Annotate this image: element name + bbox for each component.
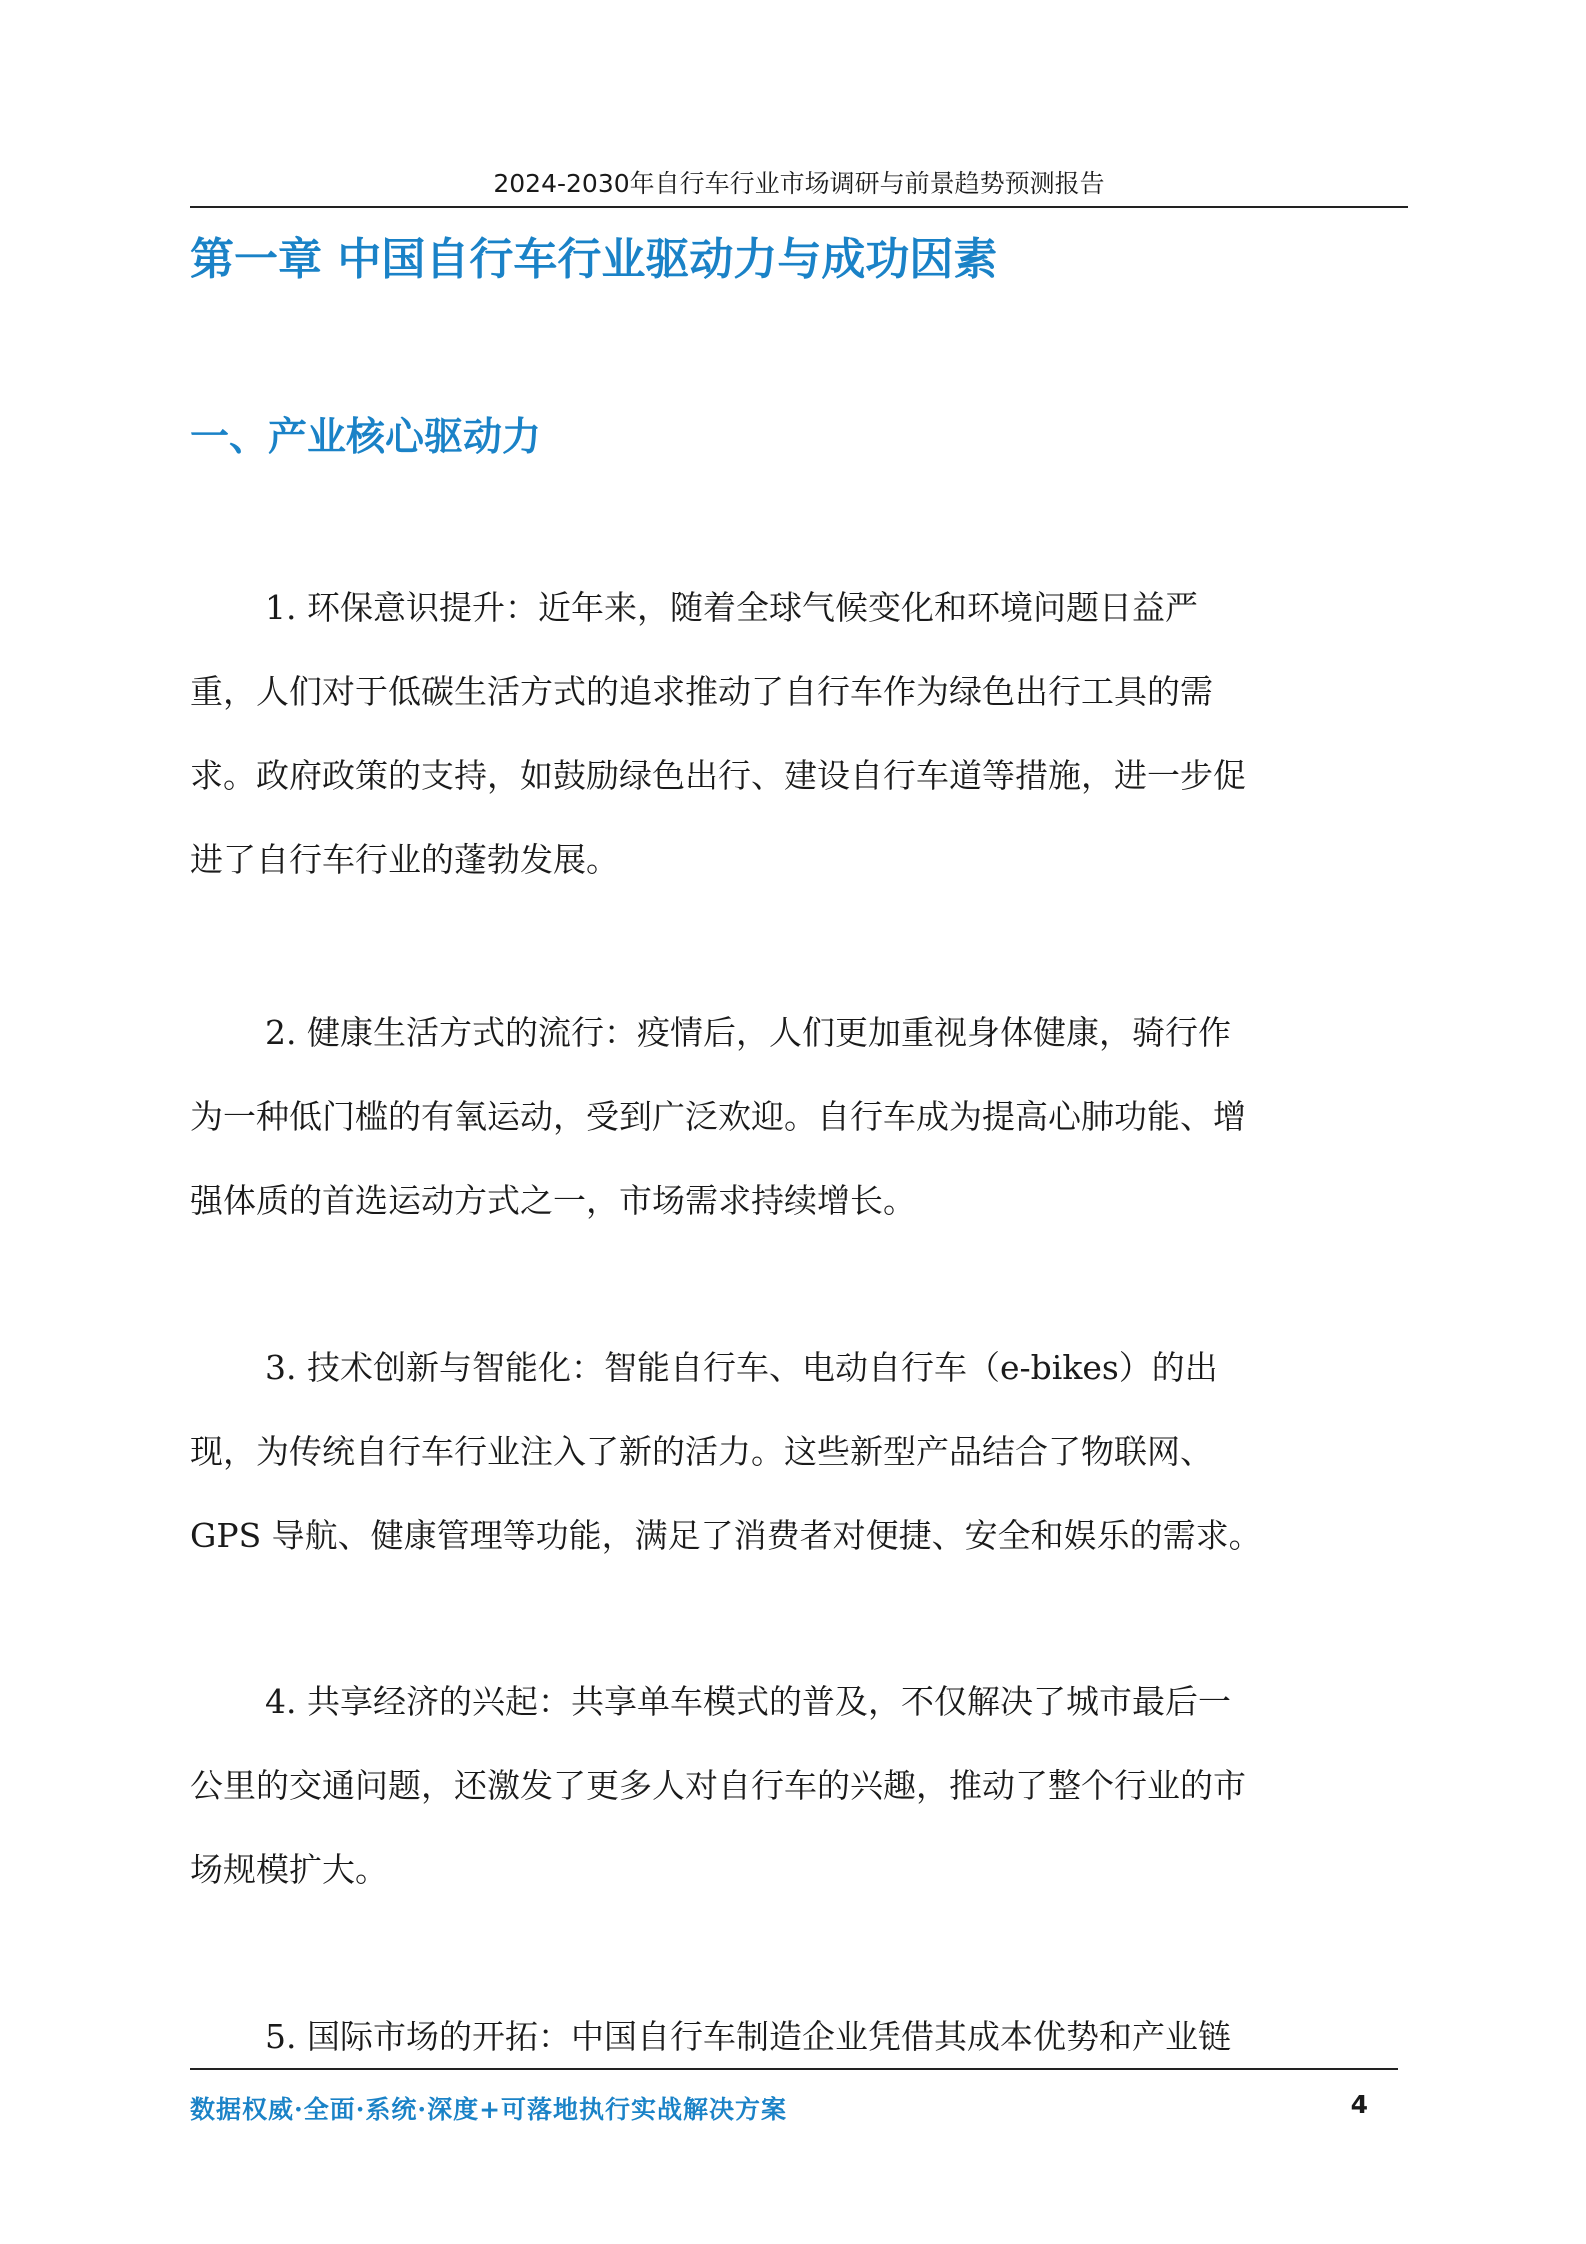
paragraph-line: GPS 导航、健康管理等功能，满足了消费者对便捷、安全和娱乐的需求。	[190, 1516, 1262, 1555]
paragraph-line: 现，为传统自行车行业注入了新的活力。这些新型产品结合了物联网、	[190, 1432, 1213, 1471]
paragraph-5	[190, 1995, 1400, 2079]
header-divider	[190, 206, 1408, 208]
paragraph-line: 公里的交通问题，还激发了更多人对自行车的兴趣，推动了整个行业的市	[190, 1766, 1246, 1805]
paragraph-line: 1. 环保意识提升：近年来，随着全球气候变化和环境问题日益严	[265, 588, 1198, 627]
paragraph-3	[190, 1326, 1400, 1578]
paragraph-4	[190, 1660, 1400, 1912]
section-title: 一、产业核心驱动力	[190, 415, 542, 460]
paragraph-1	[190, 566, 1400, 902]
paragraph-line: 3. 技术创新与智能化：智能自行车、电动自行车（e-bikes）的出	[265, 1348, 1218, 1387]
paragraph-line: 2. 健康生活方式的流行：疫情后，人们更加重视身体健康，骑行作	[265, 1013, 1231, 1052]
paragraph-line: 进了自行车行业的蓬勃发展。	[190, 840, 619, 879]
paragraph-line: 5. 国际市场的开拓：中国自行车制造企业凭借其成本优势和产业链	[265, 2017, 1231, 2056]
footer-slogan: 数据权威·全面·系统·深度+可落地执行实战解决方案	[190, 2095, 788, 2124]
running-header: 2024-2030年自行车行业市场调研与前景趋势预测报告	[493, 169, 1105, 198]
paragraph-line: 为一种低门槛的有氧运动，受到广泛欢迎。自行车成为提高心肺功能、增	[190, 1097, 1246, 1136]
chapter-title: 第一章 中国自行车行业驱动力与成功因素	[190, 234, 998, 285]
paragraph-line: 重，人们对于低碳生活方式的追求推动了自行车作为绿色出行工具的需	[190, 672, 1213, 711]
paragraph-line: 求。政府政策的支持，如鼓励绿色出行、建设自行车道等措施，进一步促	[190, 756, 1246, 795]
paragraph-line: 场规模扩大。	[190, 1850, 388, 1889]
paragraph-line: 4. 共享经济的兴起：共享单车模式的普及，不仅解决了城市最后一	[265, 1682, 1231, 1721]
footer-divider	[190, 2068, 1398, 2070]
paragraph-2	[190, 991, 1400, 1243]
page-number: 4	[1350, 2090, 1368, 2119]
paragraph-line: 强体质的首选运动方式之一，市场需求持续增长。	[190, 1181, 916, 1220]
